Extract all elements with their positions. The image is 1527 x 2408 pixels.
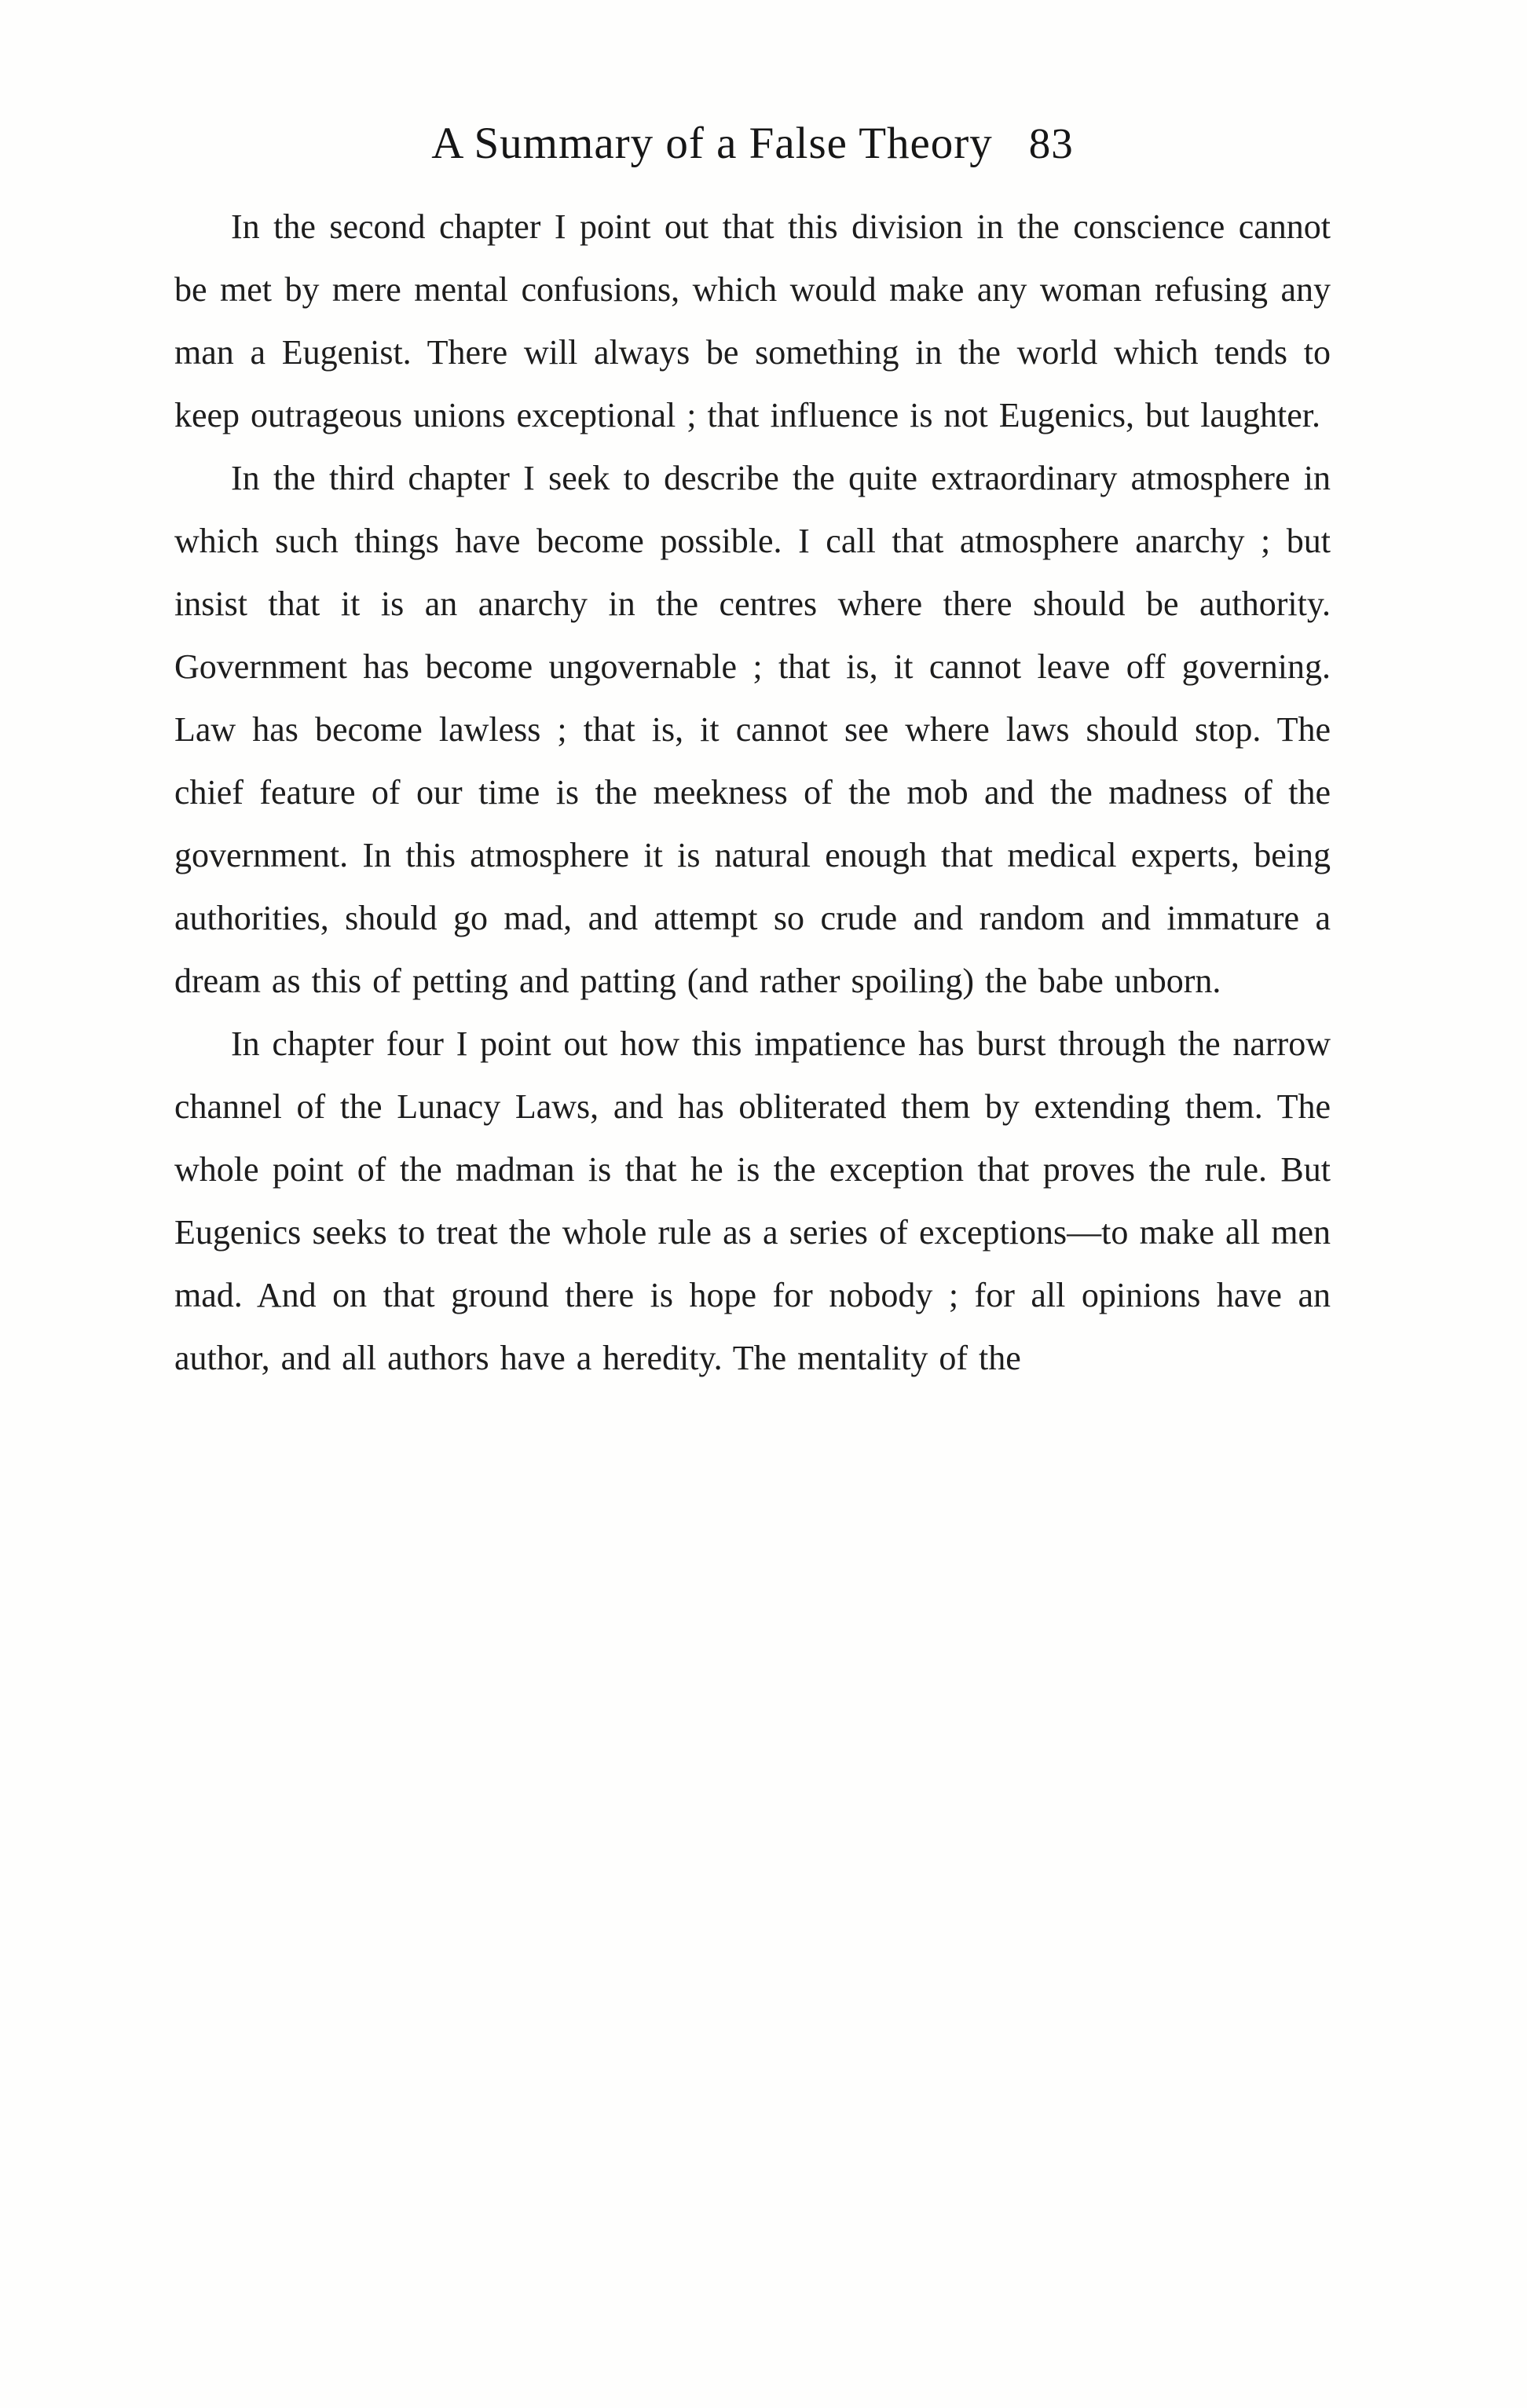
running-head — [174, 118, 1331, 169]
page-number: 83 — [1028, 119, 1074, 167]
paragraph-chapter-four: In chapter four I point out how this impatience has burst through the narrow channel of the Lunacy Laws, and has obliterated them by extending them. The whole point of the madman is that he is the exception that proves the rule. But Eugenics seeks to treat the whole rule as a series of exceptions—to make all men mad. And on that ground there is hope for nobody ; for all opinions have an author, and all authors have a heredity. The mentality of the — [174, 1024, 1331, 1377]
text-block — [174, 196, 1331, 1390]
running-head-title: A Summary of a False Theory — [431, 119, 993, 168]
paragraph-third-chapter: In the third chapter I seek to describe the quite extraordinary atmosphere in which such things have become possible. I call that atmosphere anarchy ; but insist that it is an anarchy in the centres where there should be authority. Government has become ungovernable ; that is, it cannot leave off governing. Law has become lawless ; that is, it cannot see where laws should stop. The chief feature of our time is the meekness of the mob and the madness of the government. In this atmosphere it is natural enough that medical experts, being authorities, should go mad, and attempt so crude and random and immature a dream as this of petting and patting (and rather spoiling) the babe unborn. — [174, 459, 1331, 1000]
paragraph-second-chapter: In the second chapter I point out that this division in the conscience cannot be met by mere mental confusions, which would make any woman refusing any man a Eugenist. There will always be something in the world which tends to keep outrageous unions exceptional ; that influence is not Eugenics, but laughter. — [174, 207, 1331, 434]
